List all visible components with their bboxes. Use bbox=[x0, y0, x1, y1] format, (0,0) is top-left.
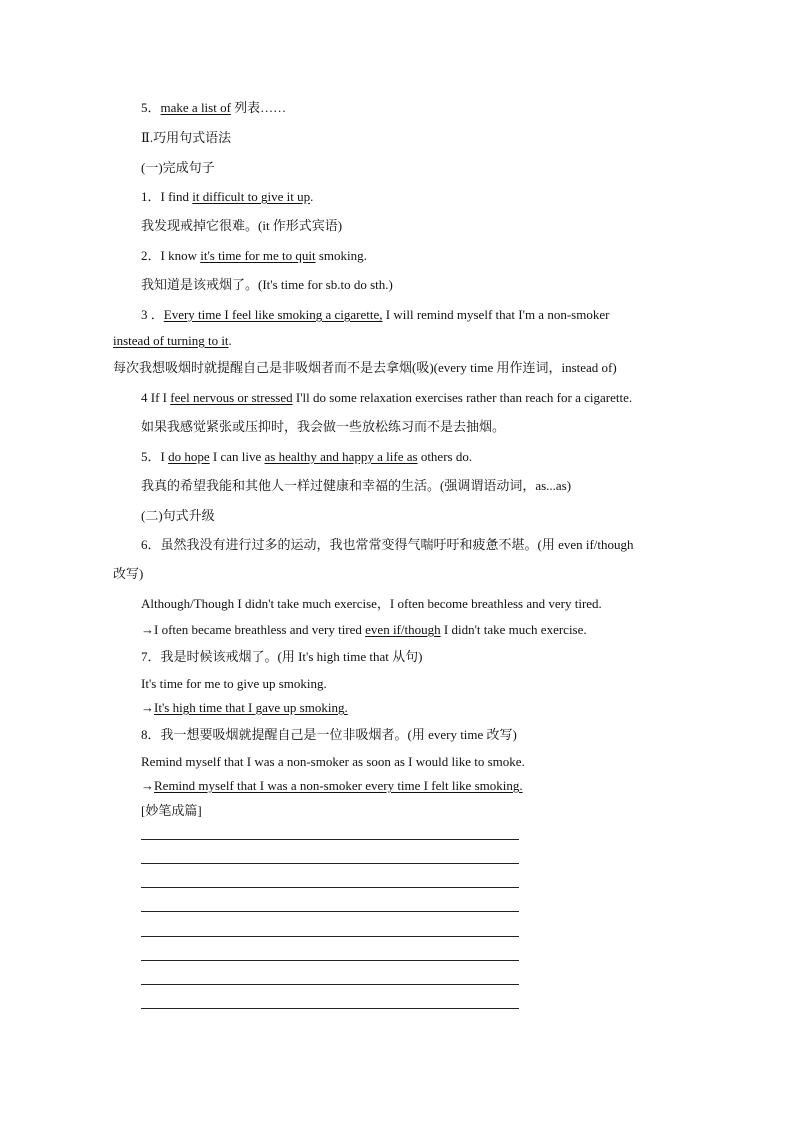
translation-4: 如果我感觉紧张或压抑时，我会做一些放松练习而不是去抽烟。 bbox=[141, 419, 506, 434]
section-heading: Ⅱ.巧用句式语法 bbox=[141, 130, 232, 145]
writing-section-heading: [妙笔成篇] bbox=[141, 803, 202, 818]
item-8-prompt: 8．我一想要吸烟就提醒自己是一位非吸烟者。(用 every time 改写) bbox=[141, 727, 517, 742]
translation-2: 我知道是该戒烟了。(It's time for sb.to do sth.) bbox=[141, 277, 393, 292]
writing-line bbox=[141, 960, 519, 961]
sentence-1: 1．I find it difficult to give it up. bbox=[141, 189, 314, 204]
item-7-original: It's time for me to give up smoking. bbox=[141, 676, 327, 691]
answer: do hope bbox=[168, 449, 210, 464]
sentence-3: 3 ．Every time I feel like smoking a cigarette, I will remind myself that I'm a non-smoker bbox=[141, 307, 610, 322]
translation-1: 我发现戒掉它很难。(it 作形式宾语) bbox=[141, 218, 343, 233]
answer: as healthy and happy a life as bbox=[264, 449, 418, 464]
answer: it difficult to give it up bbox=[192, 189, 311, 204]
item-6-prompt: 6．虽然我没有进行过多的运动，我也常常变得气喘吁吁和疲惫不堪。(用 even if/though bbox=[141, 537, 634, 552]
sentence-4: 4 If I feel nervous or stressed I'll do some relaxation exercises rather than reach for a cigarette. bbox=[141, 390, 633, 405]
answer: make a list of bbox=[160, 100, 231, 115]
answer: It's high time that I gave up smoking. bbox=[154, 700, 348, 715]
item-8-original: Remind myself that I was a non-smoker as soon as I would like to smoke. bbox=[141, 754, 525, 769]
writing-line bbox=[141, 936, 519, 937]
translation-5: 我真的希望我能和其他人一样过健康和幸福的生活。(强调谓语动词，as...as) bbox=[141, 478, 572, 493]
writing-line bbox=[141, 887, 519, 888]
sentence-2: 2．I know it's time for me to quit smoking. bbox=[141, 248, 367, 263]
translation-3: 每次我想吸烟时就提醒自己是非吸烟者而不是去拿烟(吸)(every time 用作连词，instead of) bbox=[113, 360, 617, 375]
subsection-heading: (一)完成句子 bbox=[141, 160, 215, 175]
answer: even if/though bbox=[365, 622, 441, 637]
subsection-heading: (二)句式升级 bbox=[141, 508, 215, 523]
sentence-3-continued: instead of turning to it. bbox=[113, 333, 232, 348]
answer: Remind myself that I was a non-smoker every time I felt like smoking. bbox=[154, 778, 523, 793]
writing-line bbox=[141, 839, 519, 840]
writing-line bbox=[141, 863, 519, 864]
item-7-prompt: 7．我是时候该戒烟了。(用 It's high time that 从句) bbox=[141, 649, 423, 664]
writing-line bbox=[141, 1008, 519, 1009]
answer: it's time for me to quit bbox=[200, 248, 316, 263]
writing-line bbox=[141, 984, 519, 985]
item-6-rewrite: →I often became breathless and very tired even if/though I didn't take much exercise. bbox=[141, 622, 587, 637]
answer: Every time I feel like smoking a cigarette, bbox=[163, 307, 383, 322]
item-7-rewrite: →It's high time that I gave up smoking. bbox=[141, 700, 348, 715]
item-6-prompt-continued: 改写) bbox=[113, 566, 144, 581]
item-8-rewrite: →Remind myself that I was a non-smoker every time I felt like smoking. bbox=[141, 778, 523, 793]
answer: instead of turning to it bbox=[113, 333, 229, 348]
item-5-make-a-list-of: 5．make a list of 列表…… bbox=[141, 100, 287, 115]
item-6-original: Although/Though I didn't take much exercise，I often become breathless and very tired. bbox=[141, 596, 602, 611]
sentence-5: 5．I do hope I can live as healthy and happy a life as others do. bbox=[141, 449, 473, 464]
writing-line bbox=[141, 911, 519, 912]
answer: feel nervous or stressed bbox=[170, 390, 293, 405]
